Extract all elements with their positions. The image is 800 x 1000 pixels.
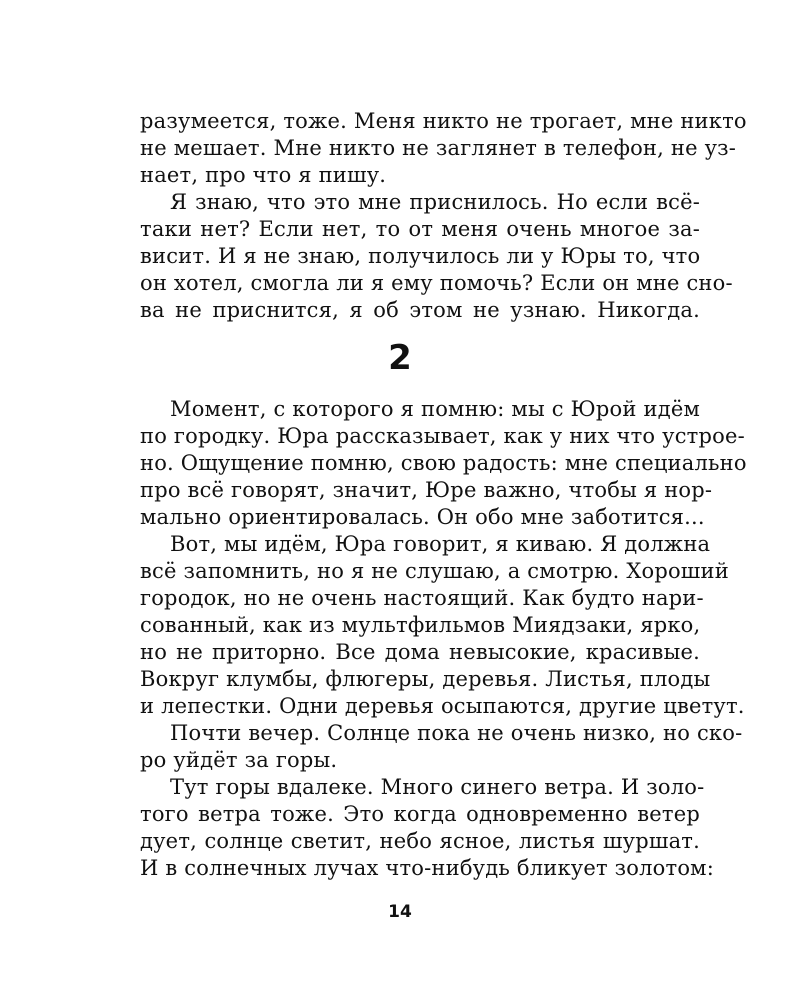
page-number: 14 xyxy=(388,902,412,922)
text-line: про всё говорят, значит, Юре важно, чтобы я нор- xyxy=(140,478,713,502)
text-line: таки нет? Если нет, то от меня очень многое за- xyxy=(140,217,700,241)
text-line: висит. И я не знаю, получилось ли у Юры то, что xyxy=(140,244,701,268)
text-line: сованный, как из мультфильмов Миядзаки, ярко, xyxy=(140,613,701,637)
text-line: ва не приснится, я об этом не узнаю. Никогда. xyxy=(140,298,700,322)
text-line: Вот, мы идём, Юра говорит, я киваю. Я должна xyxy=(170,532,711,556)
text-line: Вокруг клумбы, флюгеры, деревья. Листья, плоды xyxy=(140,667,711,691)
text-line: того ветра тоже. Это когда одновременно ветер xyxy=(140,802,700,826)
text-line: мально ориентировалась. Он обо мне заботится... xyxy=(140,505,705,529)
text-line: всё запомнить, но я не слушаю, а смотрю. Хороший xyxy=(140,559,729,583)
text-line: он хотел, смогла ли я ему помочь? Если он мне сно- xyxy=(140,271,733,295)
text-line: не мешает. Мне никто не заглянет в телефон, не уз- xyxy=(140,136,737,160)
chapter-number: 2 xyxy=(388,338,412,378)
text-line: нает, про что я пишу. xyxy=(140,163,387,187)
text-line: городок, но не очень настоящий. Как будто нари- xyxy=(140,586,704,610)
text-line: ро уйдёт за горы. xyxy=(140,748,338,772)
text-line: но не приторно. Все дома невысокие, красивые. xyxy=(140,640,700,664)
text-line: по городку. Юра рассказывает, как у них что устрое- xyxy=(140,424,745,448)
text-line: И в солнечных лучах что-нибудь бликует золотом: xyxy=(140,856,714,880)
text-line: дует, солнце светит, небо ясное, листья шуршат. xyxy=(140,829,700,853)
text-line: Я знаю, что это мне приснилось. Но если всё- xyxy=(170,190,700,214)
text-line: Тут горы вдалеке. Много синего ветра. И золо- xyxy=(170,775,705,799)
text-line: Момент, с которого я помню: мы с Юрой идём xyxy=(170,397,700,421)
text-line: Почти вечер. Солнце пока не очень низко, но ско- xyxy=(170,721,743,745)
text-line: разумеется, тоже. Меня никто не трогает, мне никто xyxy=(140,109,747,133)
text-line: и лепестки. Одни деревья осыпаются, другие цветут. xyxy=(140,694,745,718)
text-line: но. Ощущение помню, свою радость: мне специально xyxy=(140,451,747,475)
